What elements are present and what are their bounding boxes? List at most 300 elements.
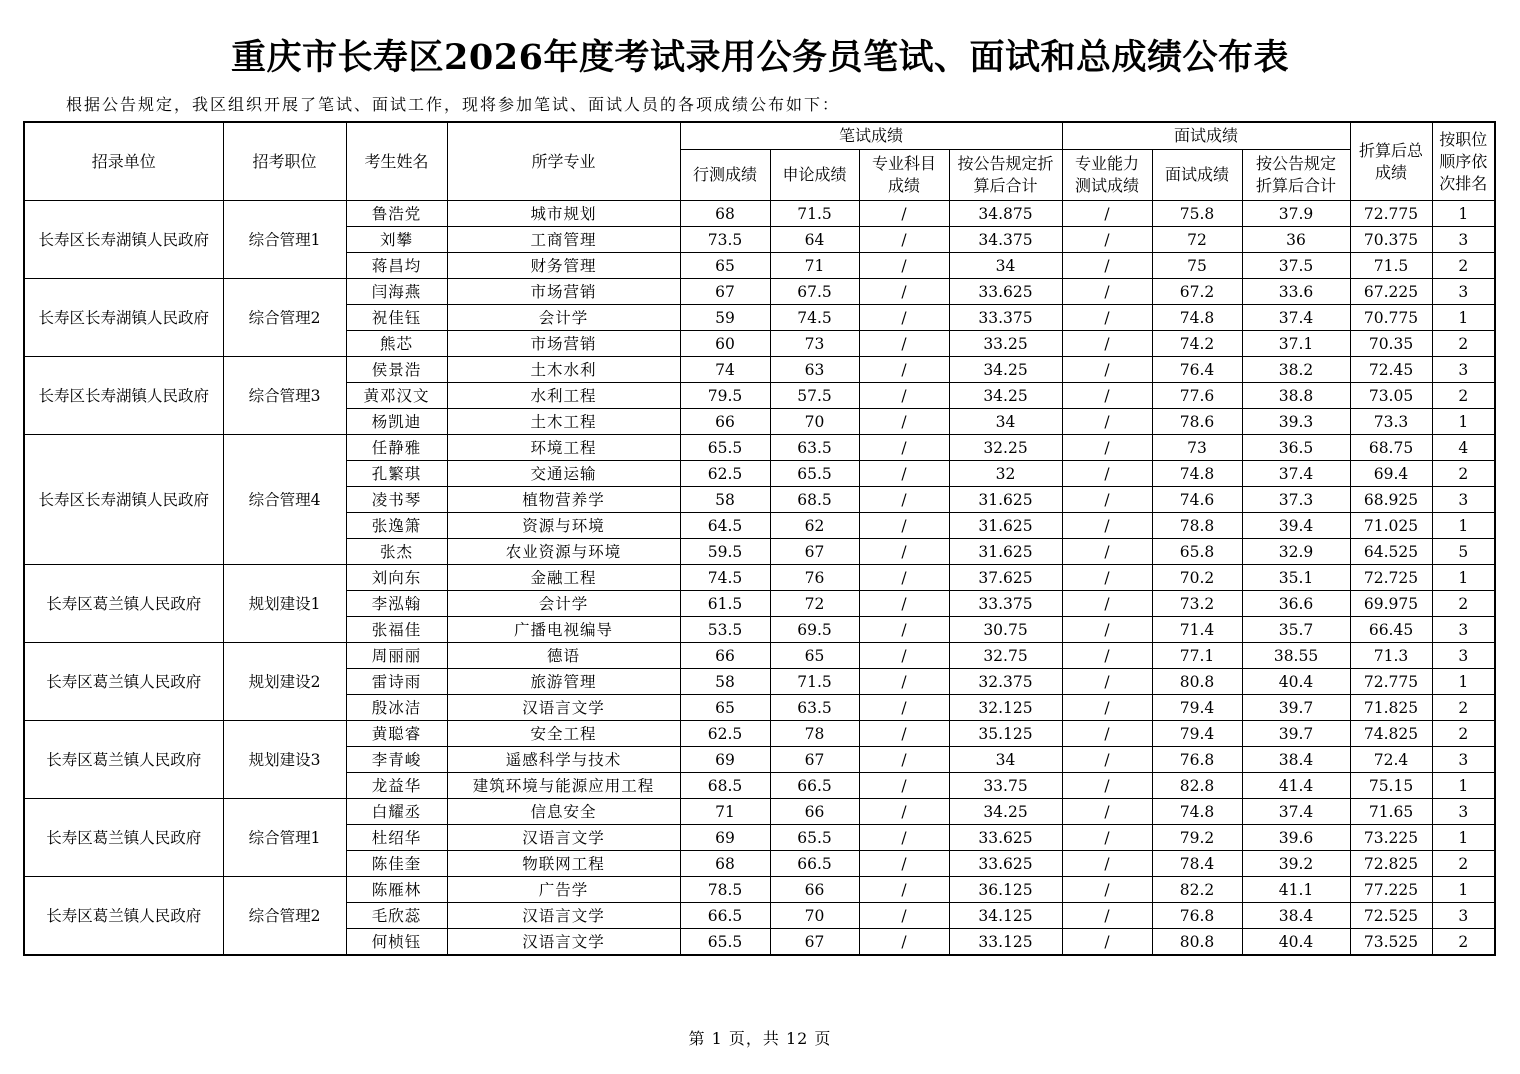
cell-interview-total: 38.55	[1242, 643, 1350, 669]
header-interview-group: 面试成绩	[1062, 122, 1350, 150]
cell-written-total: 31.625	[949, 513, 1062, 539]
cell-major: 广告学	[447, 877, 680, 903]
cell-ability: /	[1062, 253, 1152, 279]
header-unit: 招录单位	[24, 122, 223, 201]
cell-name: 陈雁林	[346, 877, 447, 903]
cell-interview: 65.8	[1152, 539, 1242, 565]
cell-final: 64.525	[1350, 539, 1432, 565]
cell-xingce: 67	[680, 279, 770, 305]
cell-major: 农业资源与环境	[447, 539, 680, 565]
cell-unit: 长寿区长寿湖镇人民政府	[24, 357, 223, 435]
cell-rank: 1	[1432, 669, 1495, 695]
cell-xingce: 74	[680, 357, 770, 383]
cell-name: 周丽丽	[346, 643, 447, 669]
cell-interview: 74.6	[1152, 487, 1242, 513]
cell-interview: 74.8	[1152, 799, 1242, 825]
cell-specialty: /	[859, 513, 949, 539]
cell-xingce: 65	[680, 695, 770, 721]
cell-major: 工商管理	[447, 227, 680, 253]
cell-interview: 79.2	[1152, 825, 1242, 851]
cell-major: 交通运输	[447, 461, 680, 487]
cell-xingce: 65.5	[680, 929, 770, 956]
cell-shenlun: 69.5	[770, 617, 859, 643]
cell-xingce: 68	[680, 851, 770, 877]
cell-written-total: 33.125	[949, 929, 1062, 956]
cell-specialty: /	[859, 617, 949, 643]
cell-rank: 4	[1432, 435, 1495, 461]
cell-ability: /	[1062, 695, 1152, 721]
header-ability: 专业能力测试成绩	[1062, 150, 1152, 201]
cell-specialty: /	[859, 539, 949, 565]
cell-rank: 2	[1432, 383, 1495, 409]
cell-interview-total: 38.2	[1242, 357, 1350, 383]
cell-shenlun: 73	[770, 331, 859, 357]
cell-name: 陈佳奎	[346, 851, 447, 877]
cell-written-total: 36.125	[949, 877, 1062, 903]
cell-ability: /	[1062, 877, 1152, 903]
cell-interview-total: 36.5	[1242, 435, 1350, 461]
cell-rank: 2	[1432, 929, 1495, 956]
cell-name: 刘攀	[346, 227, 447, 253]
page-footer: 第 1 页，共 12 页	[688, 1029, 832, 1048]
cell-interview: 76.4	[1152, 357, 1242, 383]
table-row	[24, 877, 1495, 903]
cell-interview: 74.2	[1152, 331, 1242, 357]
cell-specialty: /	[859, 747, 949, 773]
cell-interview-total: 32.9	[1242, 539, 1350, 565]
cell-written-total: 34	[949, 409, 1062, 435]
cell-interview-total: 37.3	[1242, 487, 1350, 513]
cell-xingce: 69	[680, 825, 770, 851]
cell-name: 闫海燕	[346, 279, 447, 305]
cell-rank: 2	[1432, 461, 1495, 487]
cell-interview-total: 39.4	[1242, 513, 1350, 539]
cell-interview-total: 36	[1242, 227, 1350, 253]
cell-ability: /	[1062, 929, 1152, 956]
cell-unit: 长寿区葛兰镇人民政府	[24, 565, 223, 643]
cell-ability: /	[1062, 227, 1152, 253]
cell-rank: 2	[1432, 721, 1495, 747]
cell-unit: 长寿区长寿湖镇人民政府	[24, 435, 223, 565]
cell-name: 白耀丞	[346, 799, 447, 825]
cell-final: 70.775	[1350, 305, 1432, 331]
header-written-group: 笔试成绩	[680, 122, 1062, 150]
cell-major: 汉语言文学	[447, 929, 680, 956]
header-xingce: 行测成绩	[680, 150, 770, 201]
cell-xingce: 68	[680, 201, 770, 227]
cell-major: 市场营销	[447, 279, 680, 305]
cell-interview: 75	[1152, 253, 1242, 279]
cell-rank: 3	[1432, 487, 1495, 513]
cell-rank: 2	[1432, 591, 1495, 617]
cell-position: 综合管理4	[223, 435, 346, 565]
cell-interview-total: 37.9	[1242, 201, 1350, 227]
cell-interview: 76.8	[1152, 747, 1242, 773]
cell-rank: 1	[1432, 773, 1495, 799]
cell-major: 市场营销	[447, 331, 680, 357]
cell-name: 孔繁琪	[346, 461, 447, 487]
cell-written-total: 34.875	[949, 201, 1062, 227]
cell-xingce: 58	[680, 669, 770, 695]
cell-name: 凌书琴	[346, 487, 447, 513]
cell-interview-total: 39.6	[1242, 825, 1350, 851]
cell-final: 69.4	[1350, 461, 1432, 487]
cell-final: 73.525	[1350, 929, 1432, 956]
cell-xingce: 65	[680, 253, 770, 279]
cell-written-total: 34	[949, 253, 1062, 279]
cell-xingce: 62.5	[680, 461, 770, 487]
cell-interview-total: 37.4	[1242, 305, 1350, 331]
cell-written-total: 33.375	[949, 591, 1062, 617]
cell-name: 侯景浩	[346, 357, 447, 383]
cell-interview: 82.8	[1152, 773, 1242, 799]
cell-xingce: 61.5	[680, 591, 770, 617]
cell-position: 规划建设1	[223, 565, 346, 643]
cell-final: 68.75	[1350, 435, 1432, 461]
cell-rank: 1	[1432, 825, 1495, 851]
cell-name: 祝佳钰	[346, 305, 447, 331]
cell-specialty: /	[859, 279, 949, 305]
cell-interview-total: 38.4	[1242, 747, 1350, 773]
cell-written-total: 34.25	[949, 799, 1062, 825]
cell-xingce: 68.5	[680, 773, 770, 799]
cell-specialty: /	[859, 305, 949, 331]
cell-major: 城市规划	[447, 201, 680, 227]
cell-interview-total: 36.6	[1242, 591, 1350, 617]
cell-unit: 长寿区葛兰镇人民政府	[24, 799, 223, 877]
cell-specialty: /	[859, 487, 949, 513]
cell-written-total: 34.375	[949, 227, 1062, 253]
cell-major: 安全工程	[447, 721, 680, 747]
cell-interview-total: 40.4	[1242, 669, 1350, 695]
cell-final: 74.825	[1350, 721, 1432, 747]
cell-specialty: /	[859, 591, 949, 617]
cell-major: 资源与环境	[447, 513, 680, 539]
cell-specialty: /	[859, 825, 949, 851]
cell-specialty: /	[859, 929, 949, 956]
cell-written-total: 33.625	[949, 279, 1062, 305]
cell-interview: 76.8	[1152, 903, 1242, 929]
cell-position: 综合管理3	[223, 357, 346, 435]
cell-written-total: 33.625	[949, 825, 1062, 851]
cell-xingce: 69	[680, 747, 770, 773]
cell-major: 土木工程	[447, 409, 680, 435]
page-title: 重庆市长寿区2026年度考试录用公务员笔试、面试和总成绩公布表	[231, 37, 1289, 78]
cell-shenlun: 70	[770, 409, 859, 435]
cell-position: 综合管理2	[223, 279, 346, 357]
cell-major: 水利工程	[447, 383, 680, 409]
cell-ability: /	[1062, 617, 1152, 643]
cell-xingce: 64.5	[680, 513, 770, 539]
header-position: 招考职位	[223, 122, 346, 201]
cell-xingce: 59	[680, 305, 770, 331]
cell-xingce: 78.5	[680, 877, 770, 903]
cell-interview-total: 37.5	[1242, 253, 1350, 279]
cell-rank: 2	[1432, 695, 1495, 721]
cell-interview-total: 39.3	[1242, 409, 1350, 435]
score-table	[23, 121, 1496, 956]
cell-final: 72.4	[1350, 747, 1432, 773]
cell-major: 广播电视编导	[447, 617, 680, 643]
cell-name: 张逸箫	[346, 513, 447, 539]
cell-specialty: /	[859, 643, 949, 669]
cell-specialty: /	[859, 409, 949, 435]
cell-specialty: /	[859, 201, 949, 227]
header-major: 所学专业	[447, 122, 680, 201]
cell-final: 71.5	[1350, 253, 1432, 279]
cell-shenlun: 70	[770, 903, 859, 929]
cell-written-total: 34.25	[949, 357, 1062, 383]
cell-major: 旅游管理	[447, 669, 680, 695]
cell-name: 殷冰洁	[346, 695, 447, 721]
cell-final: 72.45	[1350, 357, 1432, 383]
cell-name: 雷诗雨	[346, 669, 447, 695]
header-specialty: 专业科目成绩	[859, 150, 949, 201]
cell-interview-total: 40.4	[1242, 929, 1350, 956]
cell-final: 66.45	[1350, 617, 1432, 643]
cell-final: 72.775	[1350, 669, 1432, 695]
cell-major: 土木水利	[447, 357, 680, 383]
cell-shenlun: 67	[770, 539, 859, 565]
cell-shenlun: 67	[770, 929, 859, 956]
cell-shenlun: 64	[770, 227, 859, 253]
cell-shenlun: 78	[770, 721, 859, 747]
cell-shenlun: 65.5	[770, 825, 859, 851]
header-interview-total: 按公告规定折算后合计	[1242, 150, 1350, 201]
cell-ability: /	[1062, 721, 1152, 747]
cell-interview: 73.2	[1152, 591, 1242, 617]
cell-written-total: 34	[949, 747, 1062, 773]
cell-specialty: /	[859, 565, 949, 591]
cell-interview: 67.2	[1152, 279, 1242, 305]
cell-written-total: 33.75	[949, 773, 1062, 799]
cell-specialty: /	[859, 383, 949, 409]
cell-specialty: /	[859, 461, 949, 487]
cell-shenlun: 57.5	[770, 383, 859, 409]
cell-xingce: 74.5	[680, 565, 770, 591]
cell-written-total: 32	[949, 461, 1062, 487]
cell-interview: 70.2	[1152, 565, 1242, 591]
cell-ability: /	[1062, 643, 1152, 669]
cell-ability: /	[1062, 851, 1152, 877]
cell-shenlun: 71.5	[770, 669, 859, 695]
cell-xingce: 79.5	[680, 383, 770, 409]
cell-interview-total: 37.4	[1242, 461, 1350, 487]
cell-specialty: /	[859, 357, 949, 383]
header-shenlun: 申论成绩	[770, 150, 859, 201]
cell-interview-total: 39.7	[1242, 695, 1350, 721]
cell-unit: 长寿区长寿湖镇人民政府	[24, 201, 223, 279]
cell-interview: 80.8	[1152, 929, 1242, 956]
cell-specialty: /	[859, 903, 949, 929]
cell-shenlun: 72	[770, 591, 859, 617]
cell-xingce: 53.5	[680, 617, 770, 643]
cell-rank: 2	[1432, 253, 1495, 279]
table-row	[24, 565, 1495, 591]
cell-interview-total: 33.6	[1242, 279, 1350, 305]
cell-final: 68.925	[1350, 487, 1432, 513]
cell-ability: /	[1062, 565, 1152, 591]
cell-specialty: /	[859, 227, 949, 253]
cell-shenlun: 63.5	[770, 435, 859, 461]
cell-ability: /	[1062, 825, 1152, 851]
cell-rank: 3	[1432, 747, 1495, 773]
cell-rank: 3	[1432, 279, 1495, 305]
cell-ability: /	[1062, 513, 1152, 539]
cell-major: 信息安全	[447, 799, 680, 825]
cell-position: 综合管理1	[223, 799, 346, 877]
cell-written-total: 31.625	[949, 539, 1062, 565]
cell-ability: /	[1062, 201, 1152, 227]
cell-interview: 78.4	[1152, 851, 1242, 877]
cell-shenlun: 68.5	[770, 487, 859, 513]
cell-interview: 77.6	[1152, 383, 1242, 409]
cell-rank: 1	[1432, 877, 1495, 903]
cell-final: 73.225	[1350, 825, 1432, 851]
cell-shenlun: 66.5	[770, 773, 859, 799]
cell-written-total: 33.25	[949, 331, 1062, 357]
cell-name: 杨凯迪	[346, 409, 447, 435]
table-row	[24, 721, 1495, 747]
cell-major: 植物营养学	[447, 487, 680, 513]
cell-interview-total: 37.1	[1242, 331, 1350, 357]
cell-xingce: 73.5	[680, 227, 770, 253]
cell-final: 71.025	[1350, 513, 1432, 539]
cell-final: 71.65	[1350, 799, 1432, 825]
cell-rank: 3	[1432, 643, 1495, 669]
cell-xingce: 59.5	[680, 539, 770, 565]
cell-written-total: 32.25	[949, 435, 1062, 461]
table-row	[24, 799, 1495, 825]
cell-position: 综合管理2	[223, 877, 346, 956]
cell-shenlun: 74.5	[770, 305, 859, 331]
cell-interview: 75.8	[1152, 201, 1242, 227]
cell-interview: 74.8	[1152, 305, 1242, 331]
cell-interview-total: 41.1	[1242, 877, 1350, 903]
cell-xingce: 66	[680, 409, 770, 435]
table-row	[24, 201, 1495, 227]
cell-ability: /	[1062, 487, 1152, 513]
header-written-total: 按公告规定折算后合计	[949, 150, 1062, 201]
table-row	[24, 643, 1495, 669]
cell-written-total: 37.625	[949, 565, 1062, 591]
cell-specialty: /	[859, 695, 949, 721]
cell-ability: /	[1062, 461, 1152, 487]
cell-written-total: 33.375	[949, 305, 1062, 331]
cell-rank: 1	[1432, 565, 1495, 591]
cell-specialty: /	[859, 669, 949, 695]
header-interview: 面试成绩	[1152, 150, 1242, 201]
cell-major: 汉语言文学	[447, 695, 680, 721]
cell-written-total: 32.75	[949, 643, 1062, 669]
cell-rank: 3	[1432, 617, 1495, 643]
cell-ability: /	[1062, 305, 1152, 331]
cell-interview-total: 39.2	[1242, 851, 1350, 877]
header-final: 折算后总成绩	[1350, 122, 1432, 201]
cell-interview: 80.8	[1152, 669, 1242, 695]
cell-interview-total: 41.4	[1242, 773, 1350, 799]
cell-ability: /	[1062, 383, 1152, 409]
cell-specialty: /	[859, 851, 949, 877]
cell-final: 75.15	[1350, 773, 1432, 799]
cell-rank: 1	[1432, 305, 1495, 331]
cell-rank: 5	[1432, 539, 1495, 565]
cell-interview-total: 38.8	[1242, 383, 1350, 409]
cell-specialty: /	[859, 253, 949, 279]
cell-interview-total: 37.4	[1242, 799, 1350, 825]
cell-name: 黄聪睿	[346, 721, 447, 747]
table-row	[24, 279, 1495, 305]
cell-ability: /	[1062, 539, 1152, 565]
cell-major: 金融工程	[447, 565, 680, 591]
cell-name: 黄邓汉文	[346, 383, 447, 409]
cell-major: 建筑环境与能源应用工程	[447, 773, 680, 799]
cell-major: 德语	[447, 643, 680, 669]
cell-specialty: /	[859, 721, 949, 747]
cell-final: 71.3	[1350, 643, 1432, 669]
cell-name: 毛欣蕊	[346, 903, 447, 929]
cell-position: 综合管理1	[223, 201, 346, 279]
cell-rank: 2	[1432, 851, 1495, 877]
cell-specialty: /	[859, 331, 949, 357]
cell-rank: 1	[1432, 409, 1495, 435]
cell-written-total: 30.75	[949, 617, 1062, 643]
cell-final: 70.375	[1350, 227, 1432, 253]
cell-interview-total: 38.4	[1242, 903, 1350, 929]
cell-written-total: 33.625	[949, 851, 1062, 877]
cell-name: 何桢钰	[346, 929, 447, 956]
cell-rank: 3	[1432, 799, 1495, 825]
cell-final: 72.775	[1350, 201, 1432, 227]
cell-interview-total: 35.7	[1242, 617, 1350, 643]
cell-interview-total: 39.7	[1242, 721, 1350, 747]
cell-rank: 2	[1432, 331, 1495, 357]
cell-written-total: 35.125	[949, 721, 1062, 747]
cell-interview: 78.8	[1152, 513, 1242, 539]
cell-final: 72.825	[1350, 851, 1432, 877]
cell-final: 70.35	[1350, 331, 1432, 357]
cell-xingce: 65.5	[680, 435, 770, 461]
cell-rank: 3	[1432, 357, 1495, 383]
cell-shenlun: 71	[770, 253, 859, 279]
cell-name: 刘向东	[346, 565, 447, 591]
cell-name: 杜绍华	[346, 825, 447, 851]
cell-written-total: 34.25	[949, 383, 1062, 409]
cell-major: 会计学	[447, 591, 680, 617]
cell-name: 熊芯	[346, 331, 447, 357]
cell-xingce: 62.5	[680, 721, 770, 747]
cell-ability: /	[1062, 331, 1152, 357]
cell-rank: 3	[1432, 227, 1495, 253]
cell-name: 任静雅	[346, 435, 447, 461]
intro-text: 根据公告规定，我区组织开展了笔试、面试工作，现将参加笔试、面试人员的各项成绩公布如下：	[66, 95, 841, 114]
cell-major: 会计学	[447, 305, 680, 331]
cell-ability: /	[1062, 279, 1152, 305]
table-body	[24, 201, 1495, 956]
cell-name: 李青峻	[346, 747, 447, 773]
cell-specialty: /	[859, 435, 949, 461]
cell-shenlun: 66	[770, 877, 859, 903]
cell-ability: /	[1062, 357, 1152, 383]
cell-name: 鲁浩党	[346, 201, 447, 227]
cell-final: 73.3	[1350, 409, 1432, 435]
cell-specialty: /	[859, 773, 949, 799]
cell-final: 67.225	[1350, 279, 1432, 305]
cell-position: 规划建设2	[223, 643, 346, 721]
cell-interview: 79.4	[1152, 721, 1242, 747]
cell-xingce: 66.5	[680, 903, 770, 929]
cell-written-total: 32.375	[949, 669, 1062, 695]
